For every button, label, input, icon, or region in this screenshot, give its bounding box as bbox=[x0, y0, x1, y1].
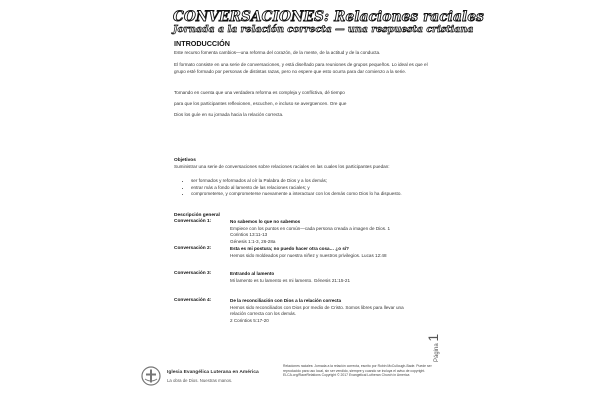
intro-paragraph-1: Este recurso fomenta cambios—una reforma del corazón, de la mente, de la actitud y de la conducta. bbox=[174, 50, 381, 55]
intro-paragraph-5: Dios los guíe en su jornada hacia la relación correcta. bbox=[174, 112, 284, 117]
conversation-1-label: Conversación 1: bbox=[174, 219, 212, 224]
document-title: CONVERSACIONES: Relaciones raciales bbox=[173, 9, 484, 25]
intro-heading: INTRODUCCIÓN bbox=[174, 39, 230, 48]
conversation-2-body: Hemos sido moldeados por nuestra niñez y nuestros privilegios. Lucas 12:48 bbox=[230, 252, 387, 258]
conversation-4-label: Conversación 4: bbox=[174, 298, 212, 303]
intro-paragraph-2: El formato consiste en una serie de conversaciones, y está diseñado para reuniones de grupos pequeños. Lo ideal es que el grupo esté formado por personas de distintas razas, pero no espere que esto ocurra para dar comienzo a la serie. bbox=[174, 62, 428, 74]
objectives-list bbox=[183, 178, 441, 198]
conversation-3-content bbox=[230, 271, 405, 284]
conversation-3-label: Conversación 3: bbox=[174, 271, 212, 276]
conversation-1-content bbox=[230, 219, 405, 245]
objective-item: • ser formados y reformados al oír la Palabra de Dios y a los demás; bbox=[191, 178, 441, 185]
description-heading: Descripción general bbox=[174, 213, 220, 218]
conversation-4-title: De la reconciliación con Dios a la relación correcta bbox=[230, 298, 342, 303]
conversation-1-body: Empiece con los puntos en común—cada persona creada a imagen de Dios. 1 Corintios 13:11-13 bbox=[230, 225, 391, 237]
conversation-1-title: No sabemos lo que no sabemos bbox=[230, 219, 301, 224]
document-subtitle: Jornada a la relación correcta — una respuesta cristiana bbox=[173, 24, 474, 35]
conversation-4-body: Hemos sido reconciliados con Dios por medio de Cristo. Somos libres para llevar una relación correcta con los demás. bbox=[230, 304, 404, 316]
conversation-1-ref: Génesis 1:1-3, 26-28a bbox=[230, 238, 276, 244]
conversation-4-ref: 2 Corintios 5:17-20 bbox=[230, 317, 269, 323]
conversation-2-label: Conversación 2: bbox=[174, 246, 212, 251]
intro-paragraph-4: para que los participantes reflexionen, escuchen, e incluso se avergüencen. Ore que bbox=[174, 101, 347, 106]
conversation-2-content bbox=[230, 246, 405, 259]
conversation-3-title: Entrando al lamento bbox=[230, 271, 275, 276]
objective-item: • entrar más a fondo al lamento de las relaciones raciales; y bbox=[191, 185, 441, 192]
conversation-4-content bbox=[230, 298, 405, 324]
page-number-label bbox=[425, 334, 441, 362]
copyright-credits: Relaciones raciales: Jornada a la relación correcta, escrito por Robin McCullough-Bade. Puede ser reproducido para uso local, sin ser vendido, siempre y cuando se incluya el aviso de copyright. ELCA.org/RaceRelations Copyright © 2017 Evangelical Lutheran Church in America bbox=[283, 364, 432, 378]
objective-item: • comprometerse, y comprometerse nuevamente a interactuar con los demás como Dios lo ha dispuesto. bbox=[191, 191, 441, 198]
org-name: Iglesia Evangélica Luterana en América bbox=[167, 370, 259, 375]
org-tagline: La obra de Dios. Nuestras manos. bbox=[167, 378, 233, 383]
conversation-3-body: Mi lamento es tu lamento es mi lamento. Génesis 21:15-21 bbox=[230, 277, 351, 283]
objectives-heading: Objetivos bbox=[174, 158, 196, 163]
objectives-intro: Suministrar una serie de conversaciones sobre relaciones raciales en las cuales los participantes puedan: bbox=[174, 164, 390, 169]
elca-cross-logo-icon bbox=[141, 366, 161, 391]
page-label: Página bbox=[434, 343, 440, 362]
intro-paragraph-3: Tomando en cuenta que una verdadera reforma es compleja y conflictiva, dé tiempo bbox=[174, 90, 345, 95]
page-number: 1 bbox=[425, 333, 441, 342]
conversation-2-title: Esta es mi postura; no puedo hacer otra cosa… ¿o sí? bbox=[230, 246, 349, 251]
